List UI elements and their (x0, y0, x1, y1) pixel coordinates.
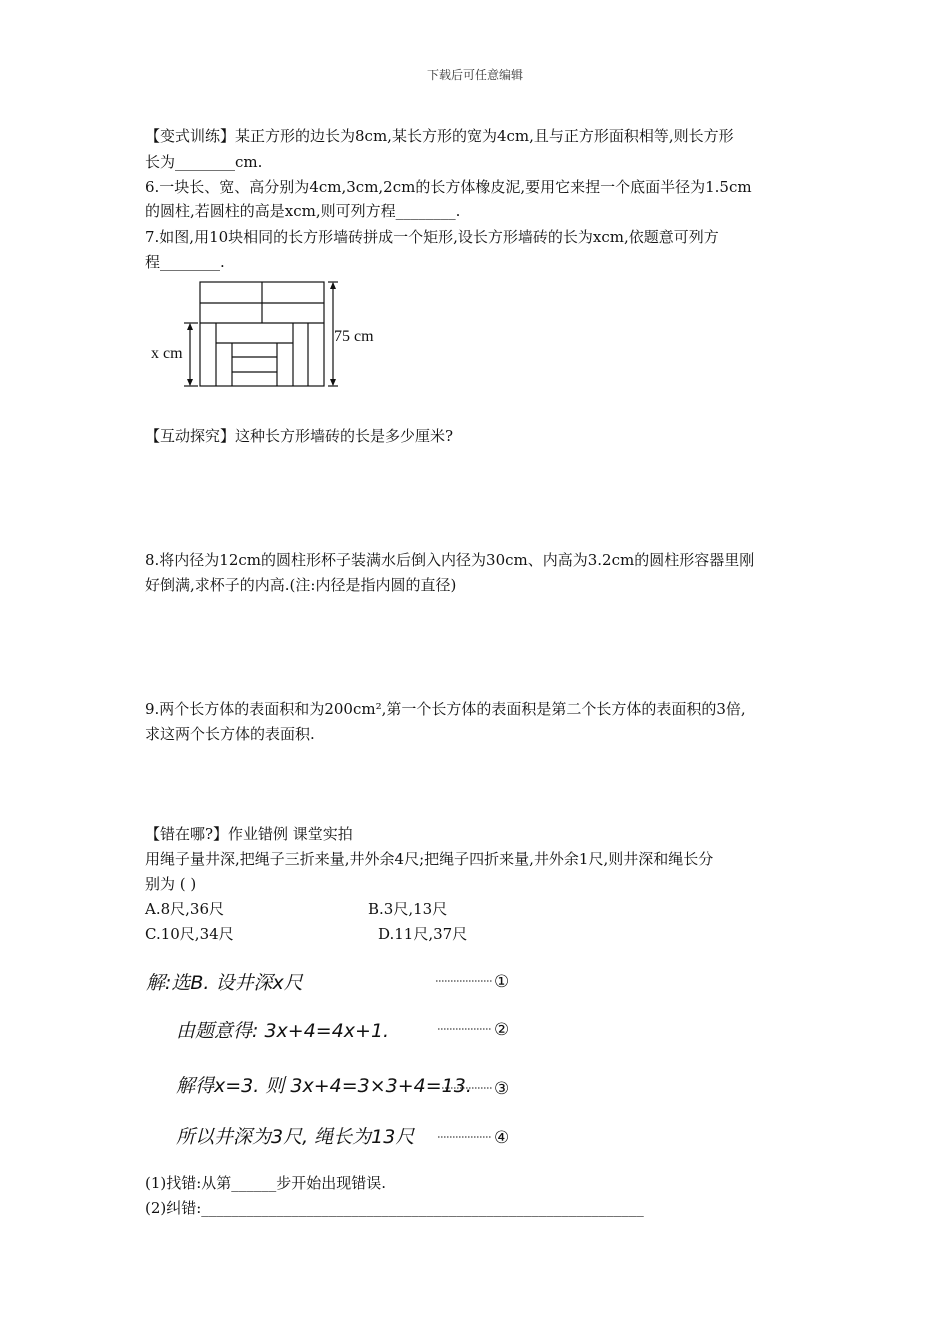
variant-line-2: 长为________cm. (145, 153, 263, 171)
brick-figure (148, 276, 388, 396)
handwritten-step-1: 解:选B. 设井深x尺 (146, 972, 303, 994)
option-d: D.11尺,37尺 (378, 925, 468, 943)
question-7-line-1: 7.如图,用10块相同的长方形墙砖拼成一个矩形,设长方形墙砖的长为xcm,依题意可列方 (145, 228, 719, 246)
question-9-line-1: 9.两个长方体的表面积和为200cm²,第一个长方体的表面积是第二个长方体的表面积的3倍, (145, 700, 746, 718)
option-a: A.8尺,36尺 (145, 900, 224, 918)
explore-line: 【互动探究】这种长方形墙砖的长是多少厘米? (145, 427, 454, 445)
handwritten-solution-image (140, 955, 530, 1160)
option-b: B.3尺,13尺 (368, 900, 448, 918)
x-cm-label: x cm (151, 345, 183, 362)
question-8-line-1: 8.将内径为12cm的圆柱形杯子装满水后倒入内径为30cm、内高为3.2cm的圆柱形容器里刚 (145, 551, 755, 569)
step-marker-1: ① (494, 972, 510, 992)
error-question-line-1: 用绳子量井深,把绳子三折来量,井外余4尺;把绳子四折来量,井外余1尺,则井深和绳长分 (145, 850, 714, 868)
step-marker-2: ② (494, 1020, 510, 1040)
step-marker-4: ④ (494, 1128, 510, 1148)
option-c: C.10尺,34尺 (145, 925, 234, 943)
handwritten-step-2: 由题意得: 3x+4=4x+1. (176, 1020, 390, 1042)
question-7-line-2: 程________. (145, 253, 225, 271)
handwritten-step-3: 解得x=3. 则 3x+4=3×3+4=13. (176, 1075, 472, 1097)
page-header: 下载后可任意编辑 (426, 68, 523, 82)
question-6-line-2: 的圆柱,若圆柱的高是xcm,则可列方程________. (145, 202, 461, 220)
correct-error-line: (2)纠错:___________________________________________________________ (145, 1199, 644, 1217)
variant-line-1: 【变式训练】某正方形的边长为8cm,某长方形的宽为4cm,且与正方形面积相等,则长方形 (145, 127, 734, 145)
handwritten-step-4: 所以井深为3尺, 绳长为13尺 (176, 1126, 415, 1148)
error-section-title: 【错在哪?】作业错例 课堂实拍 (145, 825, 353, 843)
question-9-line-2: 求这两个长方体的表面积. (145, 725, 315, 743)
75-cm-label: 75 cm (334, 328, 374, 345)
question-6-line-1: 6.一块长、宽、高分别为4cm,3cm,2cm的长方体橡皮泥,要用它来捏一个底面半径为1.5cm (145, 178, 752, 196)
step-marker-3: ③ (494, 1079, 510, 1099)
error-question-line-2: 别为 ( ) (145, 875, 197, 893)
find-error-line: (1)找错:从第______步开始出现错误. (145, 1174, 387, 1192)
question-8-line-2: 好倒满,求杯子的内高.(注:内径是指内圆的直径) (145, 576, 457, 594)
